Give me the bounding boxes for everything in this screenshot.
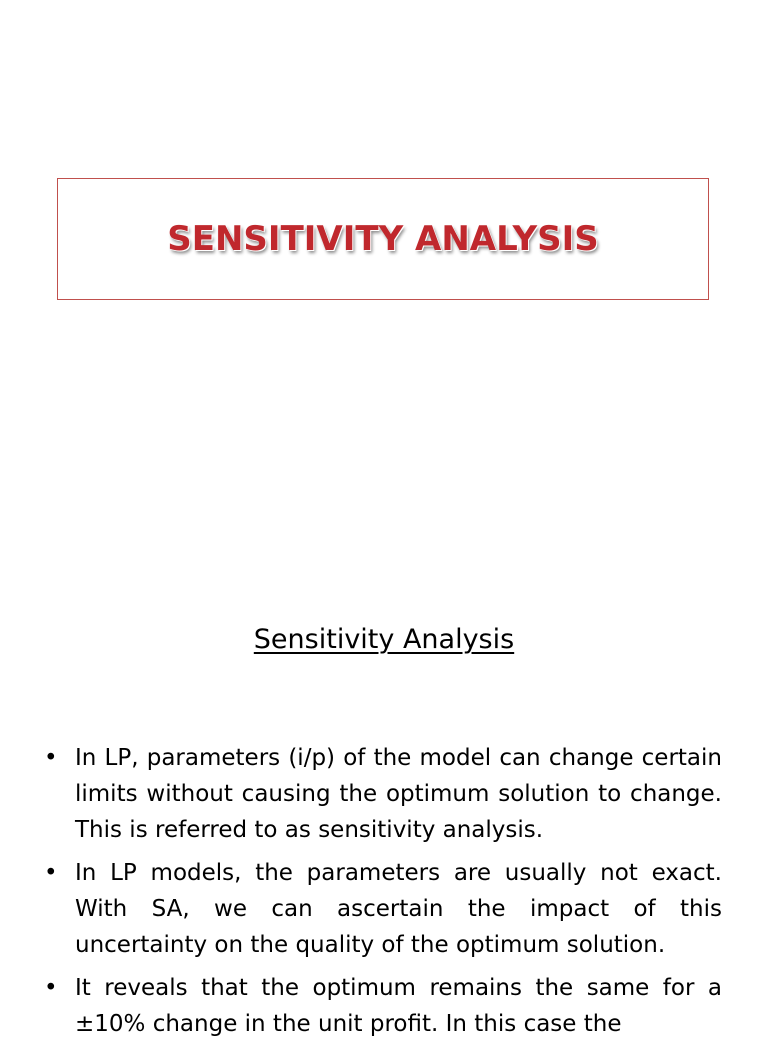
bullet-item [44, 855, 722, 963]
slide-title: SENSITIVITY ANALYSIS [167, 219, 599, 259]
bullet-item [44, 740, 722, 848]
content-slide [0, 576, 768, 1037]
bullet-marker: • [44, 975, 58, 1001]
bullet-text: In LP, parameters (i/p) of the model can change certain limits without causing the optimum solution to change. This is referred to as sensitivity analysis. [75, 745, 722, 843]
bullet-marker: • [44, 745, 58, 771]
bullet-marker: • [44, 860, 58, 886]
bullet-item [44, 970, 722, 1042]
bullet-text: In LP models, the parameters are usually not exact. With SA, we can ascertain the impact of this uncertainty on the quality of the optimum solution. [75, 860, 722, 958]
bullet-list [44, 740, 722, 1049]
title-box [57, 178, 709, 300]
bullet-text: It reveals that the optimum remains the same for a ±10% change in the unit profit. In this case the [75, 975, 722, 1037]
slide-heading: Sensitivity Analysis [253, 624, 515, 655]
